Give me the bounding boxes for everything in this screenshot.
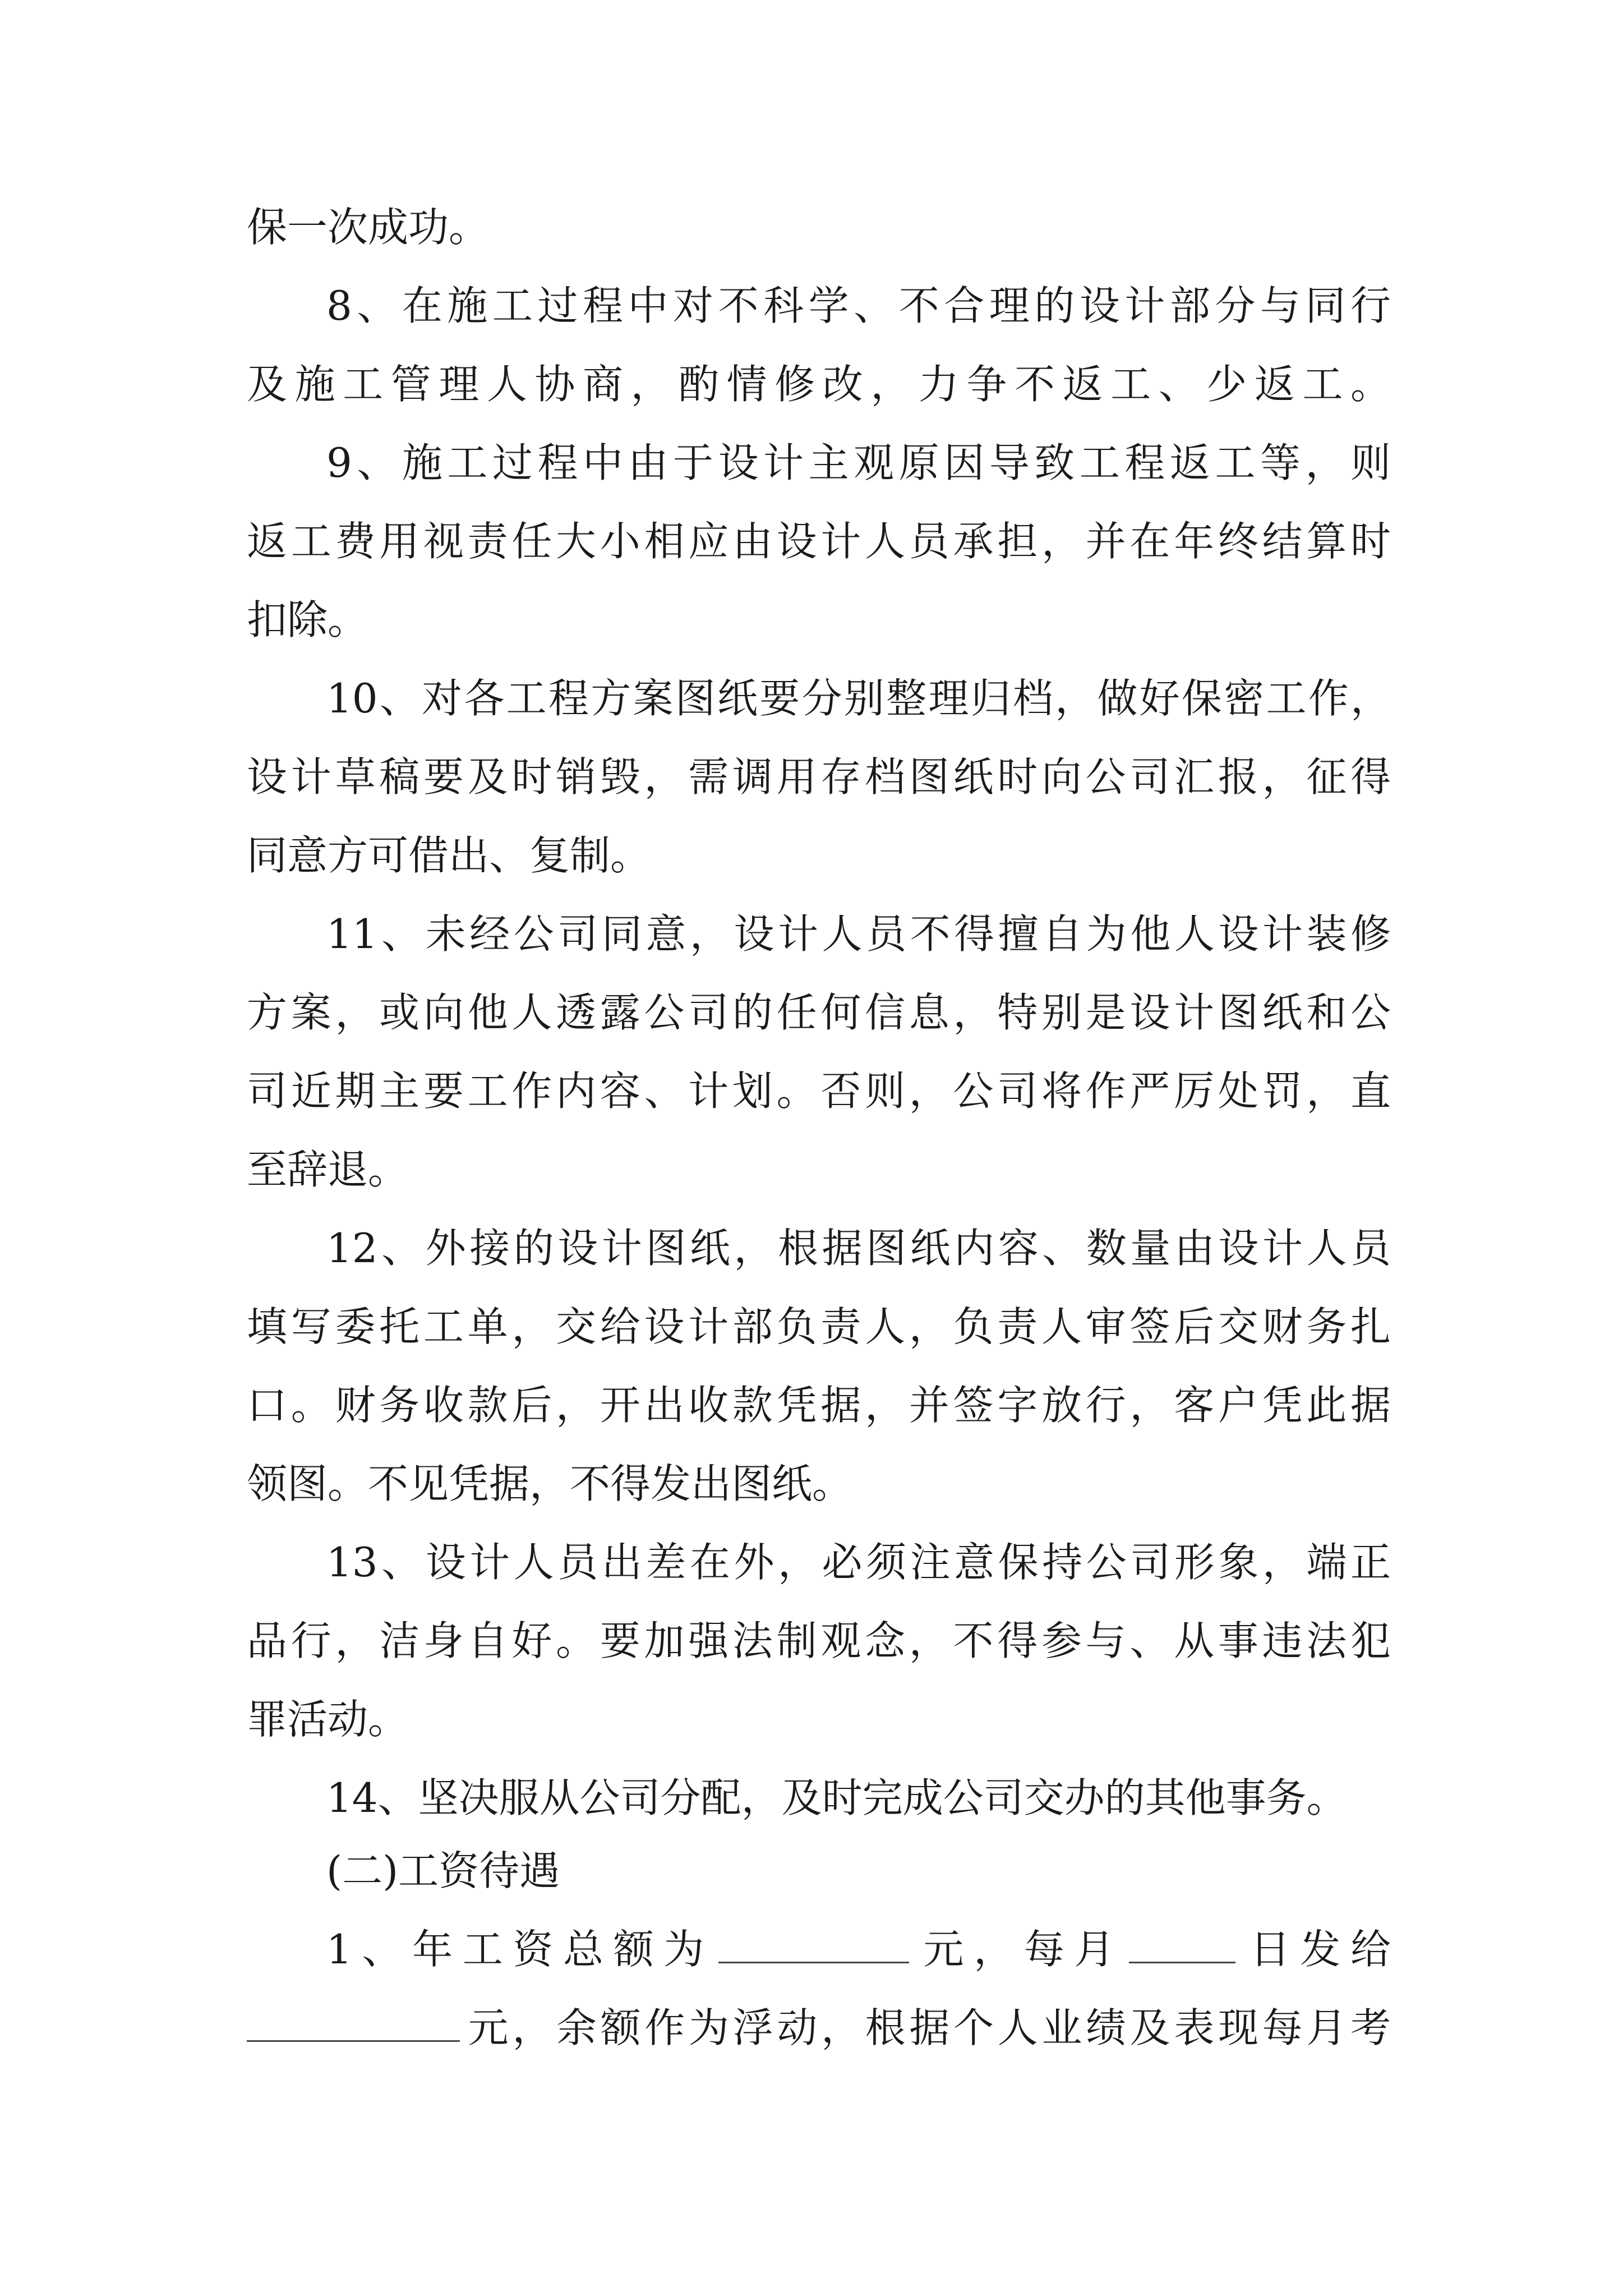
text-line-13: 至辞退。 bbox=[247, 1146, 409, 1193]
text-line-15: 填写委托工单，交给设计部负责人，负责人审签后交财务扎 bbox=[247, 1303, 1391, 1350]
text-line-5: 返工费用视责任大小相应由设计人员承担，并在年终结算时 bbox=[247, 518, 1391, 565]
text-line-14: 12、外接的设计图纸，根据图纸内容、数量由设计人员 bbox=[326, 1225, 1391, 1272]
text-line-3: 及施工管理人协商，酌情修改，力争不返工、少返工。 bbox=[247, 361, 1391, 408]
salary-line-1 bbox=[326, 1921, 1391, 1977]
text-line-4: 9、施工过程中由于设计主观原因导致工程返工等，则 bbox=[326, 439, 1391, 486]
text-line-19: 品行，洁身自好。要加强法制观念，不得参与、从事违法犯 bbox=[247, 1617, 1391, 1664]
text-line-18: 13、设计人员出差在外，必须注意保持公司形象，端正 bbox=[326, 1539, 1391, 1586]
salary-prefix: 1、年工资总额为 bbox=[326, 1926, 714, 1973]
text-line-20: 罪活动。 bbox=[247, 1696, 409, 1743]
text-line-6: 扣除。 bbox=[247, 596, 368, 643]
text-line-17: 领图。不见凭据，不得发出图纸。 bbox=[247, 1460, 853, 1507]
salary-suffix: 元，余额作为浮动，根据个人业绩及表现每月考 bbox=[464, 2004, 1391, 2051]
section-heading-salary: (二)工资待遇 bbox=[326, 1847, 560, 1894]
text-line-7: 10、对各工程方案图纸要分别整理归档，做好保密工作， bbox=[326, 675, 1391, 722]
annual-salary-blank[interactable] bbox=[718, 1922, 909, 1963]
pay-day-blank[interactable] bbox=[1129, 1922, 1235, 1963]
text-line-1: 保一次成功。 bbox=[247, 204, 490, 251]
text-line-12: 司近期主要工作内容、计划。否则，公司将作严厉处罚，直 bbox=[247, 1068, 1391, 1115]
text-line-2: 8、在施工过程中对不科学、不合理的设计部分与同行 bbox=[326, 282, 1391, 329]
salary-line-2 bbox=[247, 2000, 1391, 2056]
text-line-16: 口。财务收款后，开出收款凭据，并签字放行，客户凭此据 bbox=[247, 1382, 1391, 1429]
monthly-amount-blank[interactable] bbox=[247, 2001, 460, 2042]
text-line-8: 设计草稿要及时销毁，需调用存档图纸时向公司汇报，征得 bbox=[247, 753, 1391, 800]
text-line-11: 方案，或向他人透露公司的任何信息，特别是设计图纸和公 bbox=[247, 989, 1391, 1036]
text-line-21: 14、坚决服从公司分配，及时完成公司交办的其他事务。 bbox=[326, 1774, 1347, 1821]
salary-mid1: 元，每月 bbox=[913, 1926, 1125, 1973]
salary-mid2: 日发给 bbox=[1240, 1926, 1391, 1973]
text-line-9: 同意方可借出、复制。 bbox=[247, 832, 651, 879]
text-line-10: 11、未经公司同意，设计人员不得擅自为他人设计装修 bbox=[326, 910, 1391, 958]
